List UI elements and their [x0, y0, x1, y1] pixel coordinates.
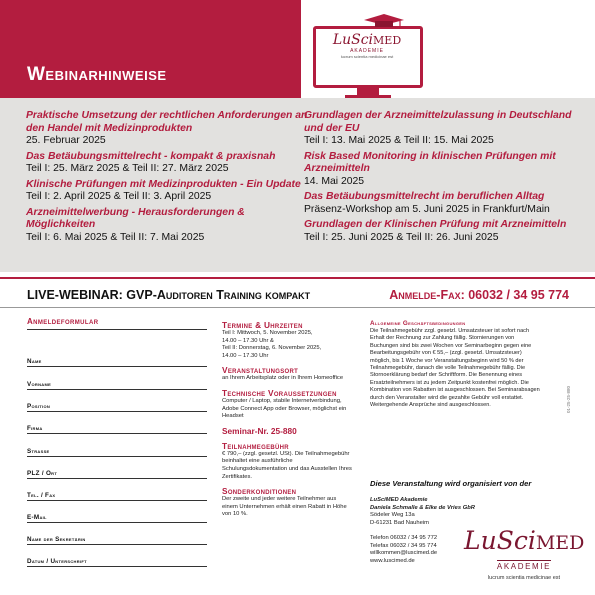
- webinar-item-title: Grundlagen der Arzneimittelzulassung in Deutschland und der EU: [304, 110, 572, 134]
- webinar-item-date: Präsenz-Workshop am 5. Juni 2025 in Frankfurt/Main: [304, 203, 550, 215]
- logo-main: LuSci: [464, 526, 536, 555]
- organizer-line: Diese Veranstaltung wird organisiert von der: [370, 479, 532, 488]
- terms-heading: Allgemeine Geschäftsbedingungen: [370, 320, 466, 327]
- logo-med: MED: [535, 532, 585, 554]
- webinar-item: [304, 191, 586, 216]
- webinar-column-left: [26, 110, 308, 247]
- webinar-item-title: Risk Based Monitoring in klinischen Prüfungen mit Arzneimitteln: [304, 150, 556, 174]
- webinar-item: [304, 219, 586, 244]
- small-logo-tagline: lucrum scientia medicinae est: [340, 54, 394, 59]
- webinar-item-date: Teil I: 6. Mai 2025 & Teil II: 7. Mai 2025: [26, 231, 205, 243]
- form-field[interactable]: Firma: [27, 425, 207, 434]
- discount-text: Der zweite und jeder weitere Teilnehmer aus einem Unternehmen erhält einen Rabatt in Höhe von 10 %.: [222, 496, 347, 518]
- form-field[interactable]: Name der Sekretärin: [27, 536, 207, 545]
- organizer-address: [370, 497, 480, 527]
- webinar-item-title: Praktische Umsetzung der rechtlichen Anforderungen an den Handel mit Medizinprodukten: [26, 110, 308, 134]
- luscimed-logo: [464, 528, 584, 581]
- small-logo-sub: AKADEMIE: [350, 48, 384, 54]
- organizer-tel: Telefon 06032 / 34 95 772: [370, 535, 438, 541]
- webinar-item-title: Das Betäubungsmittelrecht - kompakt & praxisnah: [26, 150, 276, 162]
- page-title: Webinarhinweise: [27, 64, 167, 85]
- webinar-title-prefix: LIVE-WEBINAR: GVP-: [27, 288, 157, 302]
- venue-heading: Veranstaltungsort: [222, 365, 299, 376]
- logo-sub: AKADEMIE: [496, 562, 552, 571]
- terms-section: [370, 320, 540, 409]
- webinar-item-title: Das Betäubungsmittelrecht im beruflichen Alltag: [304, 191, 545, 202]
- webinar-item: [26, 207, 308, 245]
- organizer-email-link[interactable]: willkommen@luscimed.de: [370, 550, 438, 557]
- webinar-item-title: Klinische Prüfungen mit Medizinprodukten - Ein Update: [26, 178, 301, 190]
- webinar-item: [304, 151, 586, 189]
- webinar-item: [304, 110, 586, 148]
- form-field[interactable]: E-Mail: [27, 514, 207, 523]
- dates-heading: Termine & Uhrzeiten: [222, 320, 303, 330]
- event-info: [222, 320, 352, 519]
- small-logo: [327, 32, 407, 59]
- discount-heading: Sonderkonditionen: [222, 486, 297, 497]
- webinar-item-date: Teil I: 25. März 2025 & Teil II: 27. März 2025: [26, 163, 229, 174]
- form-field[interactable]: Name: [27, 358, 207, 367]
- webinar-title-main: Auditoren Training kompakt: [156, 288, 311, 302]
- webinar-item: [26, 179, 308, 204]
- header: [0, 0, 595, 98]
- form-heading: Anmeldeformular: [27, 317, 99, 326]
- dates-line-3: Teil II: Donnerstag, 6. November 2025,: [222, 345, 322, 352]
- organizer-city: D-61231 Bad Nauheim: [370, 519, 429, 526]
- document-code: 01-25-25-880: [566, 385, 571, 413]
- terms-text: Die Teilnahmegebühr zzgl. gesetzl. Umsatzsteuer ist sofort nach Erhalt der Rechnung zur Zahlung fällig. Stornierungen von Buchungen sind bis zwei Wochen vor Seminarbeginn gegen eine Bearbeitungsgebühr von € 55,– (zzgl. gesetzl. Umsatzsteuer) möglich, bis 1 Woche vor Veranstaltungsbeginn wird 50 % der Teilnahmegebühr, danach die volle Teilnahmegebühr fällig. Die Stornoerklärung bedarf der Schriftform. Die Benennung eines Ersatzteilnehmers ist zu jedem Zeitpunkt kostenfrei möglich. Die Kombination von Rabatten ist ausgeschlossen. Bei Seminarabsagen durch den Veranstalter wird die gezahlte Gebühr voll erstattet. Weitergehende Ansprüche sind ausgeschlossen.: [370, 328, 540, 409]
- fee-text: € 790,– (zzgl. gesetzl. USt). Die Teilnahmegebühr beinhaltet eine ausführliche Schulungsdokumentation und das Ausstellen Ihres Zertifikates.: [222, 450, 352, 480]
- webinar-item-title: Grundlagen der Klinischen Prüfung mit Arzneimitteln: [304, 219, 567, 230]
- webinar-title: [27, 288, 310, 302]
- divider-bottom: [0, 307, 595, 308]
- small-logo-main: LuSci: [332, 32, 374, 48]
- form-field[interactable]: Position: [27, 403, 207, 412]
- monitor-logo: [313, 18, 423, 98]
- webinar-item-date: Teil I: 13. Mai 2025 & Teil II: 15. Mai 2025: [304, 135, 494, 146]
- venue-text: an Ihrem Arbeitsplatz oder in Ihrem Homeoffice: [222, 375, 344, 382]
- form-field[interactable]: Datum / Unterschrift: [27, 558, 207, 567]
- registration-fax: Anmelde-Fax: 06032 / 34 95 774: [389, 288, 569, 302]
- seminar-number: Seminar-Nr. 25-880: [222, 425, 297, 436]
- dates-line-4: 14.00 – 17.30 Uhr: [222, 352, 269, 359]
- form-field[interactable]: Tel. / Fax: [27, 492, 207, 501]
- form-field[interactable]: Vorname: [27, 381, 207, 390]
- webinar-item-date: 14. Mai 2025: [304, 175, 365, 187]
- tech-text: Computer / Laptop, stabile Internetverbindung, Adobe Connect App oder Browser, möglichst ein Headset: [222, 397, 347, 420]
- form-field[interactable]: Strasse: [27, 448, 207, 457]
- logo-tagline: lucrum scientia medicinae est: [487, 575, 561, 581]
- graduation-cap-icon: [364, 14, 404, 30]
- fee-heading: Teilnahmegebühr: [222, 440, 289, 451]
- webinar-item: [26, 151, 308, 176]
- webinar-item-date: Teil I: 25. Juni 2025 & Teil II: 26. Juni 2025: [304, 231, 499, 243]
- organizer-persons: Daniela Schmalle & Elke de Vries GbR: [370, 504, 475, 511]
- webinar-item-title: Arzneimittelwerbung - Herausforderungen & Möglichkeiten: [26, 206, 245, 230]
- form-heading-line: [27, 329, 207, 330]
- organizer-website-link[interactable]: www.luscimed.de: [370, 557, 415, 564]
- webinar-item-date: Teil I: 2. April 2025 & Teil II: 3. April 2025: [26, 191, 212, 202]
- organizer-name: LuSciMED Akademie: [370, 497, 428, 503]
- dates-line-1: Teil I: Mittwoch, 5. November 2025,: [222, 330, 313, 336]
- organizer-fax: Telefax 06032 / 34 95 774: [370, 542, 437, 549]
- webinar-item: [26, 110, 308, 148]
- small-logo-med: MED: [373, 34, 402, 47]
- divider-top: [0, 277, 595, 279]
- organizer-street: Södeler Weg 13a: [370, 512, 415, 519]
- webinar-item-date: 25. Februar 2025: [26, 135, 106, 146]
- webinar-column-right: [304, 110, 586, 247]
- form-field[interactable]: PLZ / Ort: [27, 470, 207, 479]
- tech-heading: Technische Voraussetzungen: [222, 387, 337, 398]
- dates-line-2: 14.00 – 17.30 Uhr &: [222, 337, 274, 344]
